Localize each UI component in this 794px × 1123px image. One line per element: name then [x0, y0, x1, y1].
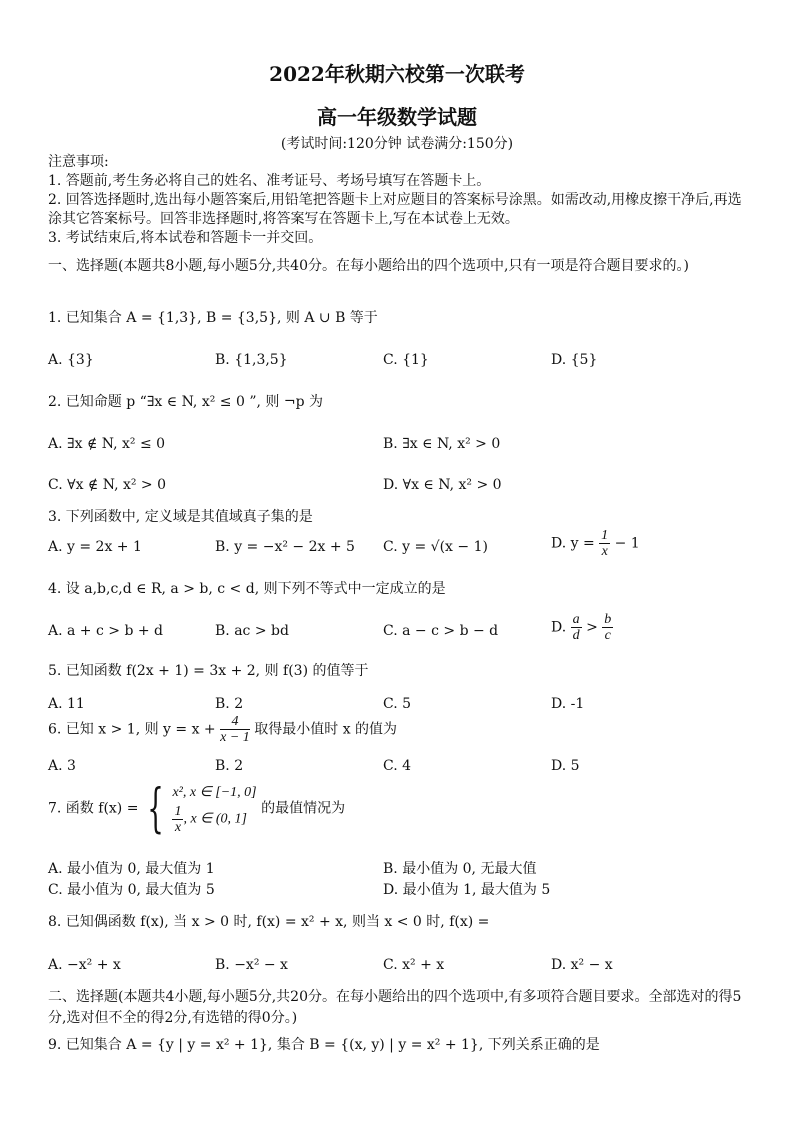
- fraction-denominator: d: [572, 628, 580, 643]
- notes-block: [48, 153, 754, 248]
- q7-stem-pre: 7. 函数 f(x) =: [48, 800, 139, 817]
- question-9-stem: 9. 已知集合 A = {y | y = x² + 1}, 集合 B = {(x, y) | y = x² + 1}, 下列关系正确的是: [48, 1037, 600, 1053]
- q5-option-b: B. 2: [215, 696, 244, 712]
- q4-option-d: [551, 612, 613, 643]
- q3-d-fraction: [599, 528, 610, 559]
- question-8-stem: 8. 已知偶函数 f(x), 当 x > 0 时, f(x) = x² + x, 则当 x < 0 时, f(x) =: [48, 914, 490, 930]
- note-item: 3. 考试结束后,将本试卷和答题卡一并交回。: [48, 230, 323, 246]
- section-2-heading: 二、选择题(本题共4小题,每小题5分,共20分。在每小题给出的四个选项中,有多项符合题目要求。全部选对的得5分,选对但不全的得2分,有选错的得0分。): [48, 989, 742, 1026]
- q4-option-b: B. ac > bd: [215, 623, 289, 639]
- fraction-denominator: x: [601, 544, 608, 559]
- q7-case-1: x², x ∈ [−1, 0]: [172, 785, 257, 800]
- q6-stem-post: 取得最小值时 x 的值为: [254, 721, 398, 738]
- q7-option-a: A. 最小值为 0, 最大值为 1: [48, 861, 215, 877]
- q7-option-c: C. 最小值为 0, 最大值为 5: [48, 882, 215, 898]
- q7-piecewise-cases: [172, 782, 256, 835]
- q6-option-c: C. 4: [383, 758, 412, 774]
- fraction-numerator: b: [604, 612, 612, 627]
- question-1-stem: 1. 已知集合 A = {1,3}, B = {3,5}, 则 A ∪ B 等于: [48, 310, 378, 326]
- q8-option-b: B. −x² − x: [215, 957, 288, 973]
- q4-d-operator: >: [586, 619, 598, 636]
- q3-option-b: B. y = −x² − 2x + 5: [215, 539, 355, 555]
- q6-fraction: [220, 714, 250, 745]
- q5-option-d: D. -1: [551, 696, 585, 712]
- q1-option-d: D. {5}: [551, 352, 598, 368]
- fraction-numerator: 4: [220, 714, 250, 730]
- question-7-stem: [48, 778, 754, 839]
- q3-d-suffix: − 1: [614, 535, 640, 552]
- fraction-denominator: x − 1: [220, 730, 250, 745]
- q4-option-c: C. a − c > b − d: [383, 623, 499, 639]
- fraction-denominator: c: [604, 628, 611, 643]
- q7-option-d: D. 最小值为 1, 最大值为 5: [383, 882, 551, 898]
- q4-d-fraction-right: [602, 612, 613, 643]
- q2-option-a: A. ∃x ∉ N, x² ≤ 0: [48, 436, 166, 452]
- question-2-stem: 2. 已知命题 p “∃x ∈ N, x² ≤ 0 ”, 则 ¬p 为: [48, 394, 323, 410]
- q2-option-b: B. ∃x ∈ N, x² > 0: [383, 436, 501, 452]
- q3-option-d: [551, 528, 640, 559]
- q4-d-prefix: D.: [551, 619, 567, 636]
- exam-title: 2022年秋期六校第一次联考: [269, 62, 525, 86]
- q1-option-c: C. {1}: [383, 352, 429, 368]
- note-item: 1. 答题前,考生务必将自己的姓名、准考证号、考场号填写在答题卡上。: [48, 173, 491, 189]
- q7-case-2-fraction: [172, 804, 183, 835]
- fraction-denominator: x: [174, 820, 182, 835]
- fraction-numerator: 1: [174, 804, 182, 819]
- q7-case-2: [172, 804, 256, 835]
- exam-subject-title: 高一年级数学试题: [317, 105, 477, 129]
- q4-option-a: A. a + c > b + d: [48, 623, 164, 639]
- q7-stem-post: 的最值情况为: [261, 800, 346, 817]
- q7-case-2-tail: , x ∈ (0, 1]: [183, 811, 247, 827]
- question-3-stem: 3. 下列函数中, 定义域是其值域真子集的是: [48, 509, 313, 525]
- q2-option-d: D. ∀x ∈ N, x² > 0: [383, 477, 502, 493]
- fraction-numerator: 1: [601, 528, 609, 543]
- q8-option-d: D. x² − x: [551, 957, 613, 973]
- note-item: 2. 回答选择题时,选出每小题答案后,用铅笔把答题卡上对应题目的答案标号涂黑。如需改动,用橡皮擦干净后,再选涂其它答案标号。回答非选择题时,将答案写在答题卡上,写在本试卷上无效。: [48, 192, 742, 227]
- q5-option-c: C. 5: [383, 696, 412, 712]
- q2-option-c: C. ∀x ∉ N, x² > 0: [48, 477, 167, 493]
- q8-option-a: A. −x² + x: [48, 957, 121, 973]
- section-1-heading: 一、选择题(本题共8小题,每小题5分,共40分。在每小题给出的四个选项中,只有一项是符合题目要求的。): [48, 258, 689, 274]
- question-5-stem: 5. 已知函数 f(2x + 1) = 3x + 2, 则 f(3) 的值等于: [48, 663, 369, 679]
- q1-option-b: B. {1,3,5}: [215, 352, 288, 368]
- q4-d-fraction-left: [571, 612, 582, 643]
- q6-option-b: B. 2: [215, 758, 244, 774]
- exam-info: (考试时间:120分钟 试卷满分:150分): [280, 136, 514, 152]
- question-6-stem: [48, 714, 754, 745]
- fraction-numerator: a: [572, 612, 580, 627]
- q6-stem-pre: 6. 已知 x > 1, 则 y = x +: [48, 721, 216, 738]
- q5-option-a: A. 11: [48, 696, 85, 712]
- q3-option-c: C. y = √(x − 1): [383, 539, 488, 555]
- left-brace: {: [147, 778, 164, 839]
- q3-option-a: A. y = 2x + 1: [48, 539, 142, 555]
- notes-heading: 注意事项:: [48, 154, 109, 170]
- q8-option-c: C. x² + x: [383, 957, 445, 973]
- question-4-stem: 4. 设 a,b,c,d ∈ R, a > b, c < d, 则下列不等式中一定成立的是: [48, 581, 446, 597]
- q3-d-prefix: D. y =: [551, 535, 595, 552]
- q7-option-b: B. 最小值为 0, 无最大值: [383, 861, 537, 877]
- q1-option-a: A. {3}: [48, 352, 94, 368]
- q6-option-d: D. 5: [551, 758, 580, 774]
- q6-option-a: A. 3: [48, 758, 76, 774]
